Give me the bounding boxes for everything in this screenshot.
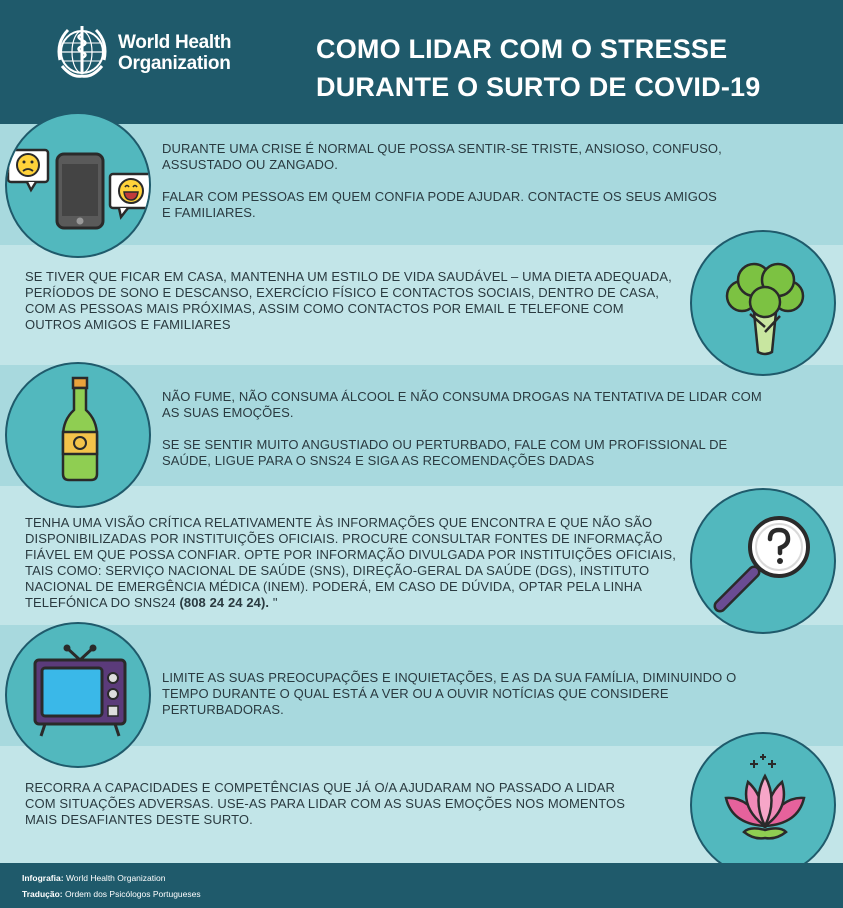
section-5-paragraph-1: LIMITE AS SUAS PREOCUPAÇÕES E INQUIETAÇÕES, E AS DA SUA FAMÍLIA, DIMINUINDO O TEMPO DURANTE O QUAL ESTÁ A VER OU A OUVIR NOTÍCIAS QUE CONSIDERE PERTURBADORAS. (162, 670, 737, 717)
header (0, 0, 843, 124)
section-1-text (162, 141, 722, 221)
section-2-text (25, 269, 673, 333)
section-1-paragraph-2: FALAR COM PESSOAS EM QUEM CONFIA PODE AJUDAR. CONTACTE OS SEUS AMIGOS E FAMILIARES. (162, 189, 717, 220)
section-6-text (25, 780, 645, 828)
section-6-paragraph-1: RECORRA A CAPACIDADES E COMPETÊNCIAS QUE JÁ O/A AJUDARAM NO PASSADO A LIDAR COM SITUAÇÕES ADVERSAS. USE-AS PARA LIDAR COM AS SUAS EMOÇÕES NOS MOMENTOS MAIS DESAFIANTES DESTE SURTO. (25, 780, 625, 827)
logo-line-2: Organization (118, 53, 231, 74)
footer (0, 863, 843, 908)
phone-emoji-icon (5, 112, 151, 258)
broccoli-icon (690, 230, 836, 376)
footer-credit-infographic (22, 873, 165, 884)
page-title (316, 30, 760, 106)
footer-value-translation: Ordem dos Psicólogos Portugueses (65, 889, 201, 899)
footer-label-translation: Tradução: (22, 889, 63, 899)
section-3-paragraph-2: SE SE SENTIR MUITO ANGUSTIADO OU PERTURBADO, FALE COM UM PROFISSIONAL DE SAÚDE, LIGUE PARA O SNS24 E SIGA AS RECOMENDAÇÕES DADAS (162, 437, 728, 468)
tv-icon (5, 622, 151, 768)
section-4-text (25, 515, 689, 611)
footer-label-infographic: Infografia: (22, 873, 64, 883)
footer-credit-translation (22, 889, 201, 900)
section-4-text-before: TENHA UMA VISÃO CRÍTICA RELATIVAMENTE ÀS INFORMAÇÕES QUE ENCONTRA E QUE NÃO SÃO DISPONIBILIZADAS POR INSTITUIÇÕES OFICIAIS. PROCURE CONSULTAR FONTES DE INFORMAÇÃO FIÁVEL EM QUE POSSA CONFIAR. OPTE POR INFORMAÇÃO DIVULGADA POR INSTITUIÇÕES OFICIAIS, TAIS COMO: SERVIÇO NACIONAL DE SAÚDE (SNS), DIREÇÃO-GERAL DA SAÚDE (DGS), INSTITUTO NACIONAL DE EMERGÊNCIA MÉDICA (INEM). PODERÁ, EM CASO DE DÚVIDA, OPTAR PELA LINHA TELEFÓNICA DO SNS24 (25, 515, 676, 610)
section-4-paragraph-1 (25, 515, 689, 611)
who-emblem-icon (52, 22, 112, 82)
magnifier-question-icon (690, 488, 836, 634)
section-5-text (162, 670, 782, 718)
section-1-paragraph-1: DURANTE UMA CRISE É NORMAL QUE POSSA SENTIR-SE TRISTE, ANSIOSO, CONFUSO, ASSUSTADO OU ZANGADO. (162, 141, 722, 172)
who-logo-text (118, 32, 231, 74)
title-line-1: COMO LIDAR COM O STRESSE (316, 34, 728, 64)
section-4-text-after: " (269, 595, 278, 610)
lotus-icon (690, 732, 836, 878)
section-2-paragraph-1: SE TIVER QUE FICAR EM CASA, MANTENHA UM ESTILO DE VIDA SAUDÁVEL – UMA DIETA ADEQUADA, PERÍODOS DE SONO E DESCANSO, EXERCÍCIO FÍSICO E CONTACTOS SOCIAIS, DENTRO DE CASA, COM AS PESSOAS MAIS PRÓXIMAS, ASSIM COMO CONTACTOS POR EMAIL E TELEFONE COM OUTROS AMIGOS E FAMILIARES (25, 269, 672, 332)
section-3-paragraph-1: NÃO FUME, NÃO CONSUMA ÁLCOOL E NÃO CONSUMA DROGAS NA TENTATIVA DE LIDAR COM AS SUAS EMOÇÕES. (162, 389, 762, 420)
bottle-icon (5, 362, 151, 508)
section-3-text (162, 389, 762, 469)
footer-value-infographic: World Health Organization (65, 873, 166, 883)
sns24-phone: (808 24 24 24). (179, 595, 270, 610)
title-line-2: DURANTE O SURTO DE COVID-19 (316, 72, 761, 102)
logo-line-1: World Health (118, 32, 232, 53)
